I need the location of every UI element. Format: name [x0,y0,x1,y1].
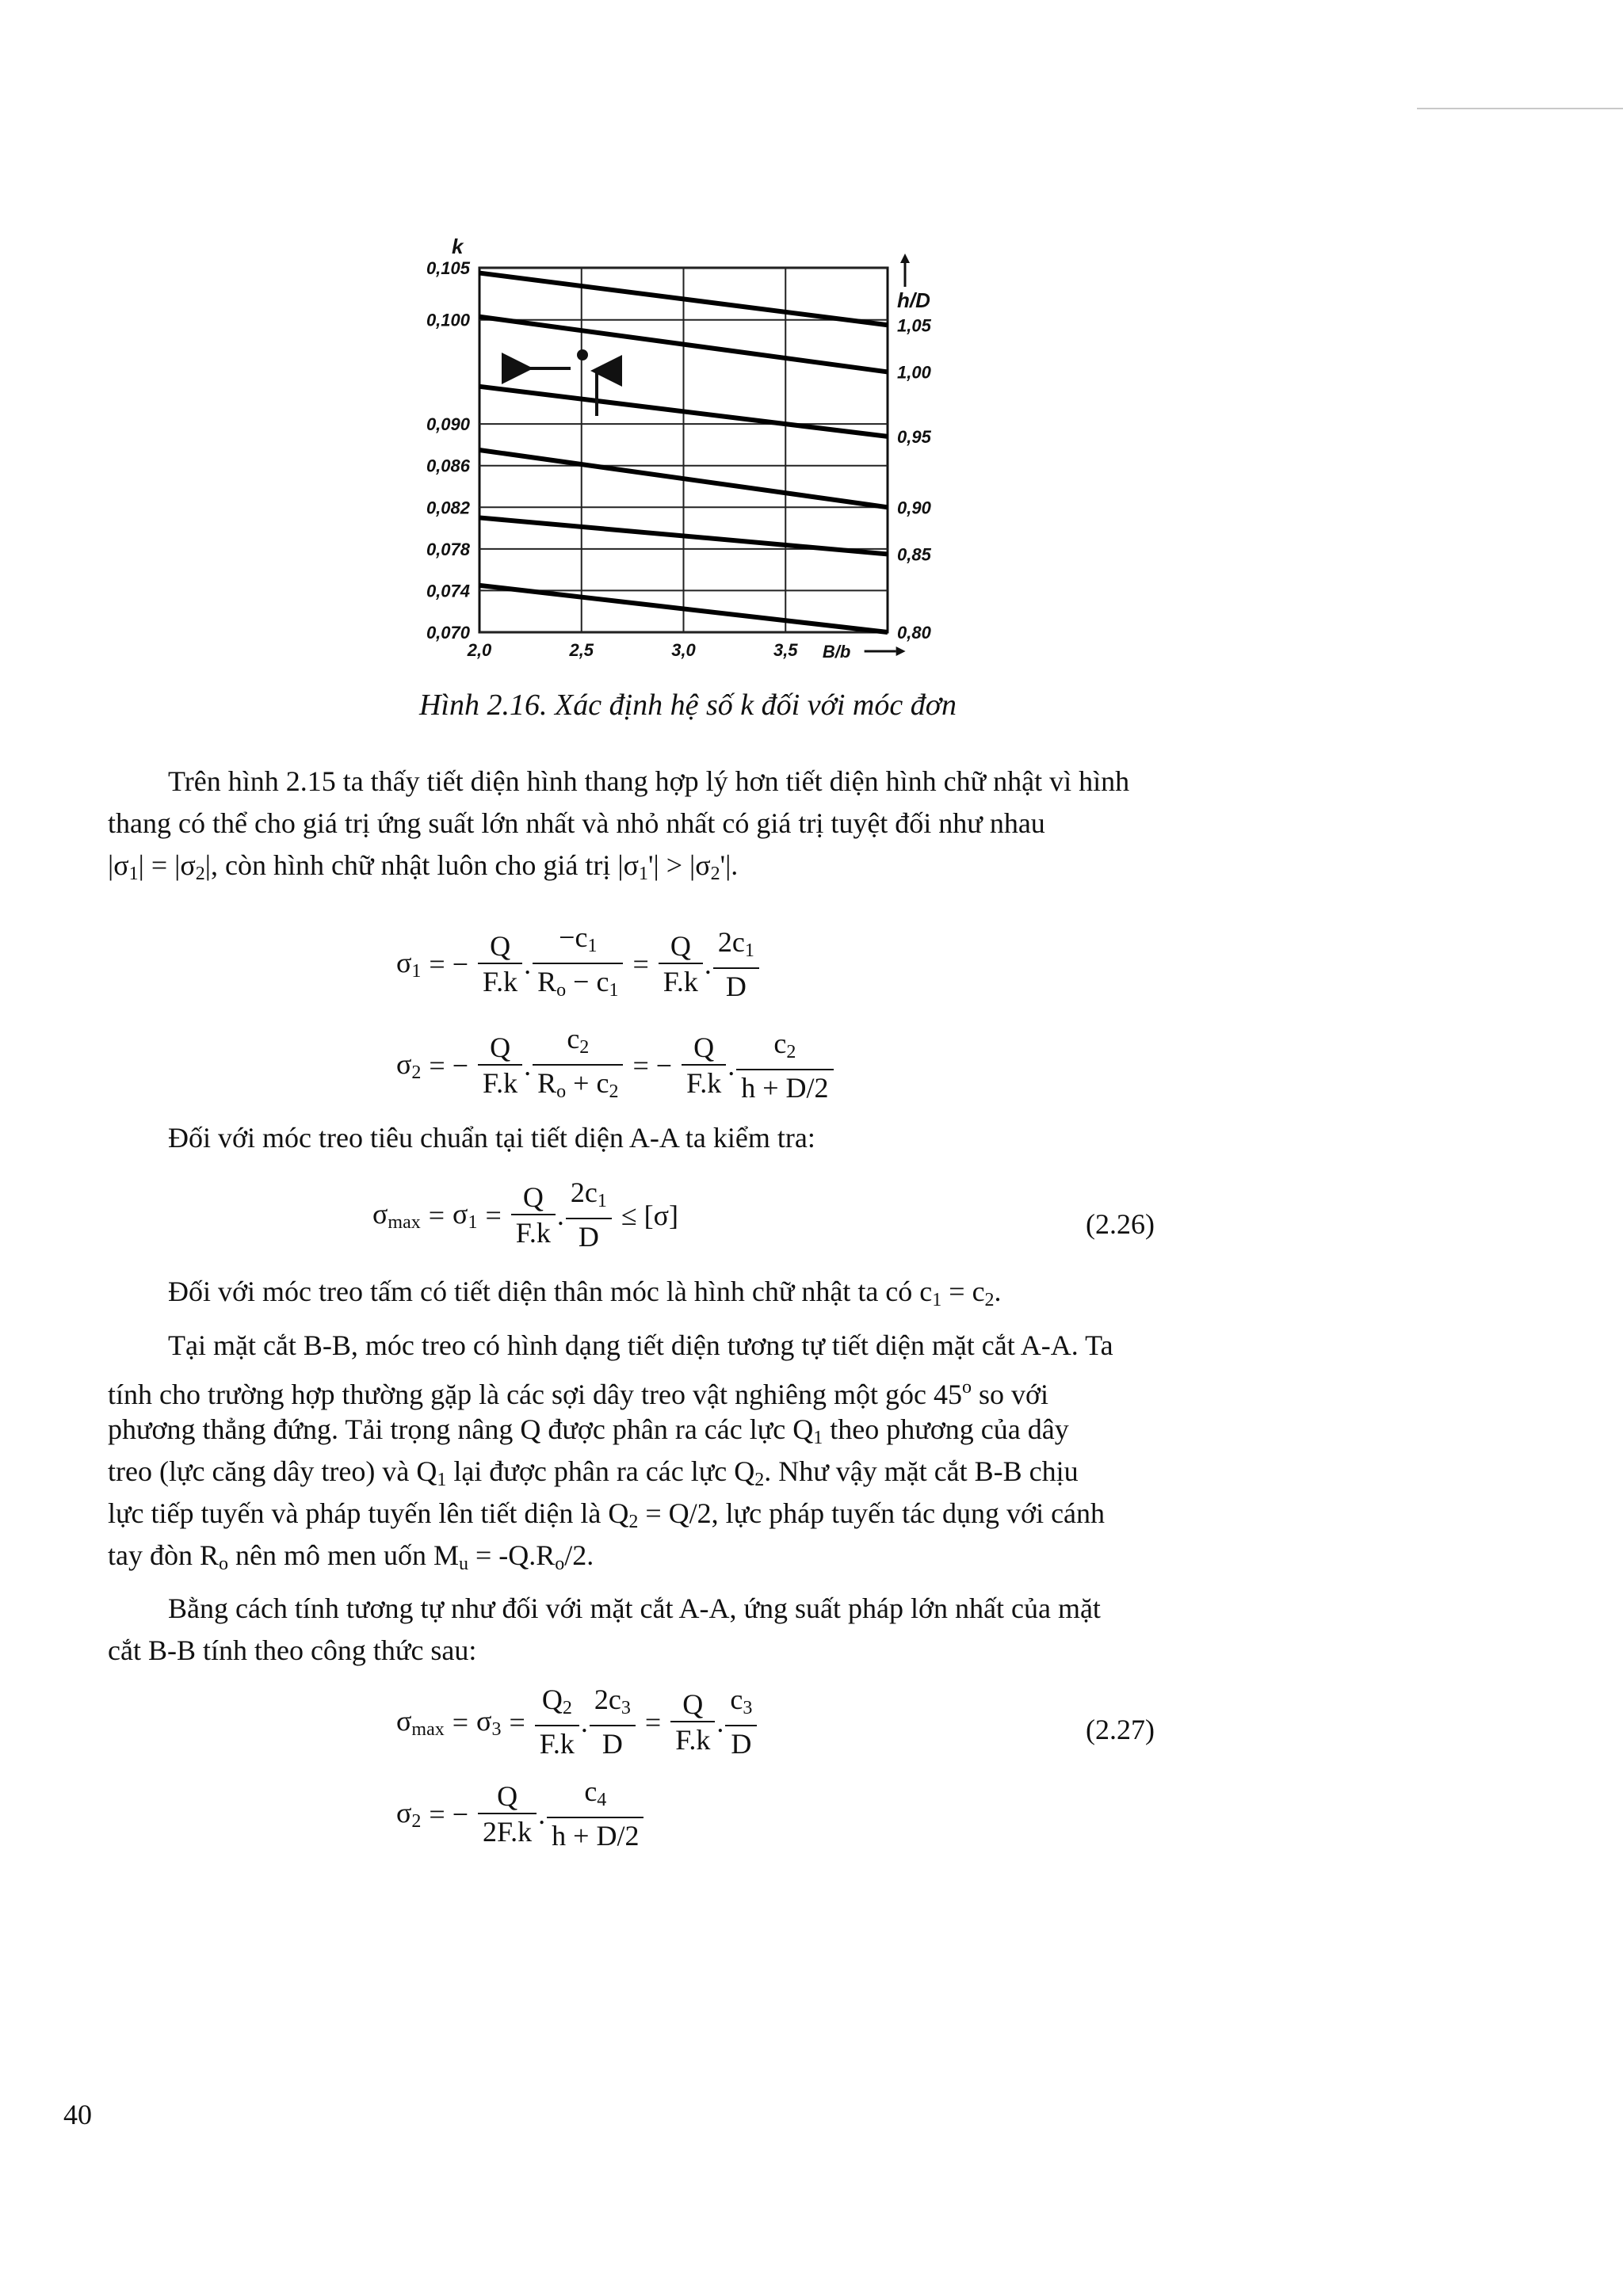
series-label: 0,90 [897,498,931,518]
y-tick-label: 0,100 [426,310,470,330]
equation-sigma2-bb: $\sigma_2$ = − $\frac{Q}{2F.k}$ . $\frac{c_4}{h + D/2}$ [396,1775,645,1853]
paragraph-line: lực tiếp tuyến và pháp tuyến lên tiết diện là $Q_2 = Q/2$, lực pháp tuyến tác dụng với cánh [108,1497,1106,1532]
y-axis-label: k [452,235,464,258]
paragraph-line: cắt B-B tính theo công thức sau: [108,1634,477,1666]
paragraph-line: Tại mặt cắt B-B, móc treo có hình dạng tiết diện tương tự tiết diện mặt cắt A-A. Ta [168,1329,1113,1361]
y-tick-label: 0,078 [426,539,470,559]
figure-chart [388,214,991,705]
equation-number: (2.26) [1086,1208,1155,1240]
k-coefficient-chart [388,214,991,705]
reading-point [577,349,588,360]
x-axis-arrowhead [896,646,906,656]
y-tick-label: 0,082 [426,498,470,518]
y-tick-label: 0,086 [426,456,470,476]
paragraph-line: Đối với móc treo tấm có tiết diện thân móc là hình chữ nhật ta có $c_1 = c_2$. [168,1276,1002,1310]
series-label: 0,85 [897,544,931,565]
figure-caption: Hình 2.16. Xác định hệ số k đối với móc đơn [418,688,957,722]
equation-number: (2.27) [1086,1714,1155,1745]
x-tick-label: 2,5 [569,640,594,660]
equation-2-27: $\sigma_{max}$ = $\sigma_3$ = $\frac{Q_2}{F.k}$ . $\frac{2c_3}{D}$ = $\frac{Q}{F.k}$ . $\frac{c_3}{D}$ [396,1683,758,1761]
equation-sigma1: $\sigma_1$ = − $\frac{Q}{F.k}$ . $\frac{-c_1}{R_o - c_1}$ = $\frac{Q}{F.k}$ . $\frac{2c_1}{D}$ [396,921,761,1008]
paragraph-line: Trên hình 2.15 ta thấy tiết diện hình thang hợp lý hơn tiết diện hình chữ nhật vì hình [168,765,1130,797]
paragraph-line: Đối với móc treo tiêu chuẩn tại tiết diện A-A ta kiểm tra: [168,1122,815,1154]
y-tick-label: 0,070 [426,623,470,643]
y-tick-label: 0,090 [426,414,470,435]
paragraph-line: tính cho trường hợp thường gặp là các sợi dây treo vật nghiêng một góc 45$^o$ so với [108,1377,1049,1410]
paragraph-line: Bằng cách tính tương tự như đối với mặt cắt A-A, ứng suất pháp lớn nhất của mặt [168,1592,1101,1624]
paragraph-line: phương thẳng đứng. Tải trọng nâng Q được phân ra các lực $Q_1$ theo phương của dây [108,1413,1069,1448]
page-number: 40 [63,2099,92,2130]
series-label: 1,00 [897,362,931,383]
paragraph-line: thang có thể cho giá trị ứng suất lớn nhất và nhỏ nhất có giá trị tuyệt đối như nhau [108,807,1045,839]
x-axis-label: B/b [822,642,851,662]
y-tick-label: 0,105 [426,258,470,278]
series-label: 0,80 [897,623,931,643]
right-axis-arrowhead [900,254,910,263]
right-axis-label: h/D [897,288,930,312]
equation-2-26: $\sigma_{max}$ = $\sigma_1$ = $\frac{Q}{F.k}$ . $\frac{2c_1}{D}$ ≤ [σ] [372,1177,679,1253]
x-tick-label: 2,0 [467,640,492,660]
equation-sigma2: $\sigma_2$ = − $\frac{Q}{F.k}$ . $\frac{c_2}{R_o + c_2}$ = − $\frac{Q}{F.k}$ . $\frac{c_2}{h + D/2}$ [396,1022,835,1109]
scan-edge-line [1417,108,1623,109]
paragraph-line: tay đòn $R_o$ nên mô men uốn $M_u = -Q.R_o/2$. [108,1539,594,1574]
paragraph-line: $|\sigma_1| = |\sigma_2|$, còn hình chữ nhật luôn cho giá trị $|\sigma_1'| > |\sigma_2'|$. [108,849,739,884]
y-tick-label: 0,074 [426,581,470,601]
x-tick-label: 3,0 [671,640,696,660]
x-tick-label: 3,5 [773,640,798,660]
paragraph-line: treo (lực căng dây treo) và $Q_1$ lại được phân ra các lực $Q_2$. Như vậy mặt cắt B-B chịu [108,1455,1079,1490]
series-label: 0,95 [897,426,931,447]
series-label: 1,05 [897,315,931,336]
